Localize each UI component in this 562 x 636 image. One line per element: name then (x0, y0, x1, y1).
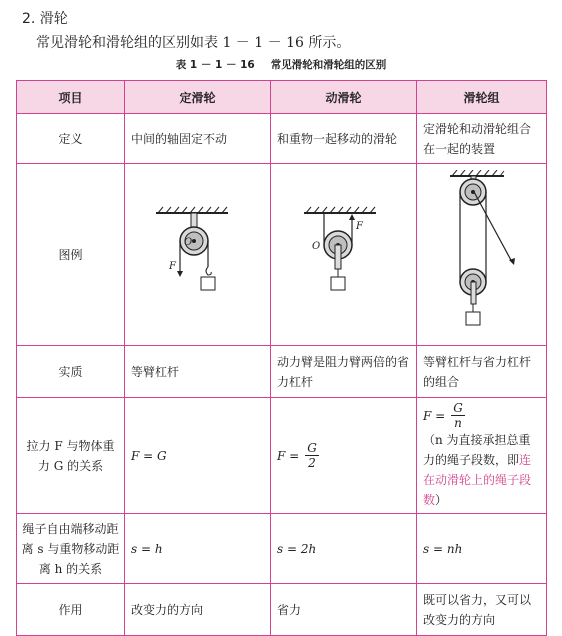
pulley-block-diagram (432, 170, 532, 340)
header-row (17, 81, 547, 114)
force-block-denominator: n (454, 416, 462, 430)
essence-block: 等臂杠杆与省力杠杆的组合 (417, 346, 547, 398)
force-fixed: F = G (125, 398, 271, 514)
header-item: 项目 (17, 81, 125, 114)
definition-fixed: 中间的轴固定不动 (125, 114, 271, 164)
row-label-function: 作用 (17, 584, 125, 636)
pulley-comparison-table (16, 80, 547, 636)
row-label-diagram: 图例 (17, 164, 125, 346)
intro-paragraph: 常见滑轮和滑轮组的区别如表 1 － 1 － 16 所示。 (36, 35, 351, 51)
force-block (417, 398, 547, 514)
distance-fixed: s = h (125, 514, 271, 584)
row-label-essence: 实质 (17, 346, 125, 398)
force-block-fraction (451, 401, 465, 430)
force-block-note-b: ） (435, 493, 448, 507)
row-distance-relation (17, 514, 547, 584)
force-movable (271, 398, 417, 514)
row-label-force-relation: 拉力 F 与物体重力 G 的关系 (17, 398, 125, 514)
row-definition (17, 114, 547, 164)
row-diagram (17, 164, 547, 346)
force-movable-denominator: 2 (308, 456, 316, 470)
force-block-note-highlight: 连在动滑轮上的绳子段数 (423, 453, 532, 507)
fixed-pulley-diagram-cell (125, 164, 271, 346)
movable-pivot-label: O (311, 240, 320, 252)
essence-fixed: 等臂杠杆 (125, 346, 271, 398)
distance-movable: s = 2h (271, 514, 417, 584)
row-essence (17, 346, 547, 398)
row-function (17, 584, 547, 636)
force-block-note-a: （n 为直接承担总重力的绳子段数，即 (423, 433, 531, 467)
header-movable-pulley: 动滑轮 (271, 81, 417, 114)
row-label-distance-relation: 绳子自由端移动距离 s 与重物移动距离 h 的关系 (17, 514, 125, 584)
force-block-note (423, 430, 540, 510)
row-force-relation (17, 398, 547, 514)
force-movable-numerator: G (307, 441, 317, 455)
header-pulley-block: 滑轮组 (417, 81, 547, 114)
row-label-definition: 定义 (17, 114, 125, 164)
function-fixed: 改变力的方向 (125, 584, 271, 636)
fixed-force-label: F (168, 260, 176, 272)
distance-block: s = nh (417, 514, 547, 584)
function-movable: 省力 (271, 584, 417, 636)
table-caption-number: 表 1 － 1 － 16 (175, 59, 255, 71)
table-caption-title: 常见滑轮和滑轮组的区别 (270, 59, 387, 71)
definition-movable: 和重物一起移动的滑轮 (271, 114, 417, 164)
force-block-numerator: G (453, 401, 463, 415)
fixed-pivot-label: O (183, 236, 192, 248)
pulley-block-diagram-cell (417, 164, 547, 346)
movable-pulley-diagram-cell (271, 164, 417, 346)
force-movable-lhs: F = (277, 448, 300, 463)
section-heading: 2. 滑轮 (22, 11, 68, 27)
movable-pulley-diagram (294, 205, 394, 305)
force-movable-fraction (305, 441, 319, 470)
table-caption (0, 57, 562, 72)
essence-movable: 动力臂是阻力臂两倍的省力杠杆 (271, 346, 417, 398)
movable-force-label: F (355, 220, 363, 232)
definition-block: 定滑轮和动滑轮组合在一起的装置 (417, 114, 547, 164)
function-block: 既可以省力，又可以改变力的方向 (417, 584, 547, 636)
fixed-pulley-diagram (148, 205, 248, 305)
force-block-lhs: F = (423, 408, 446, 423)
header-fixed-pulley: 定滑轮 (125, 81, 271, 114)
